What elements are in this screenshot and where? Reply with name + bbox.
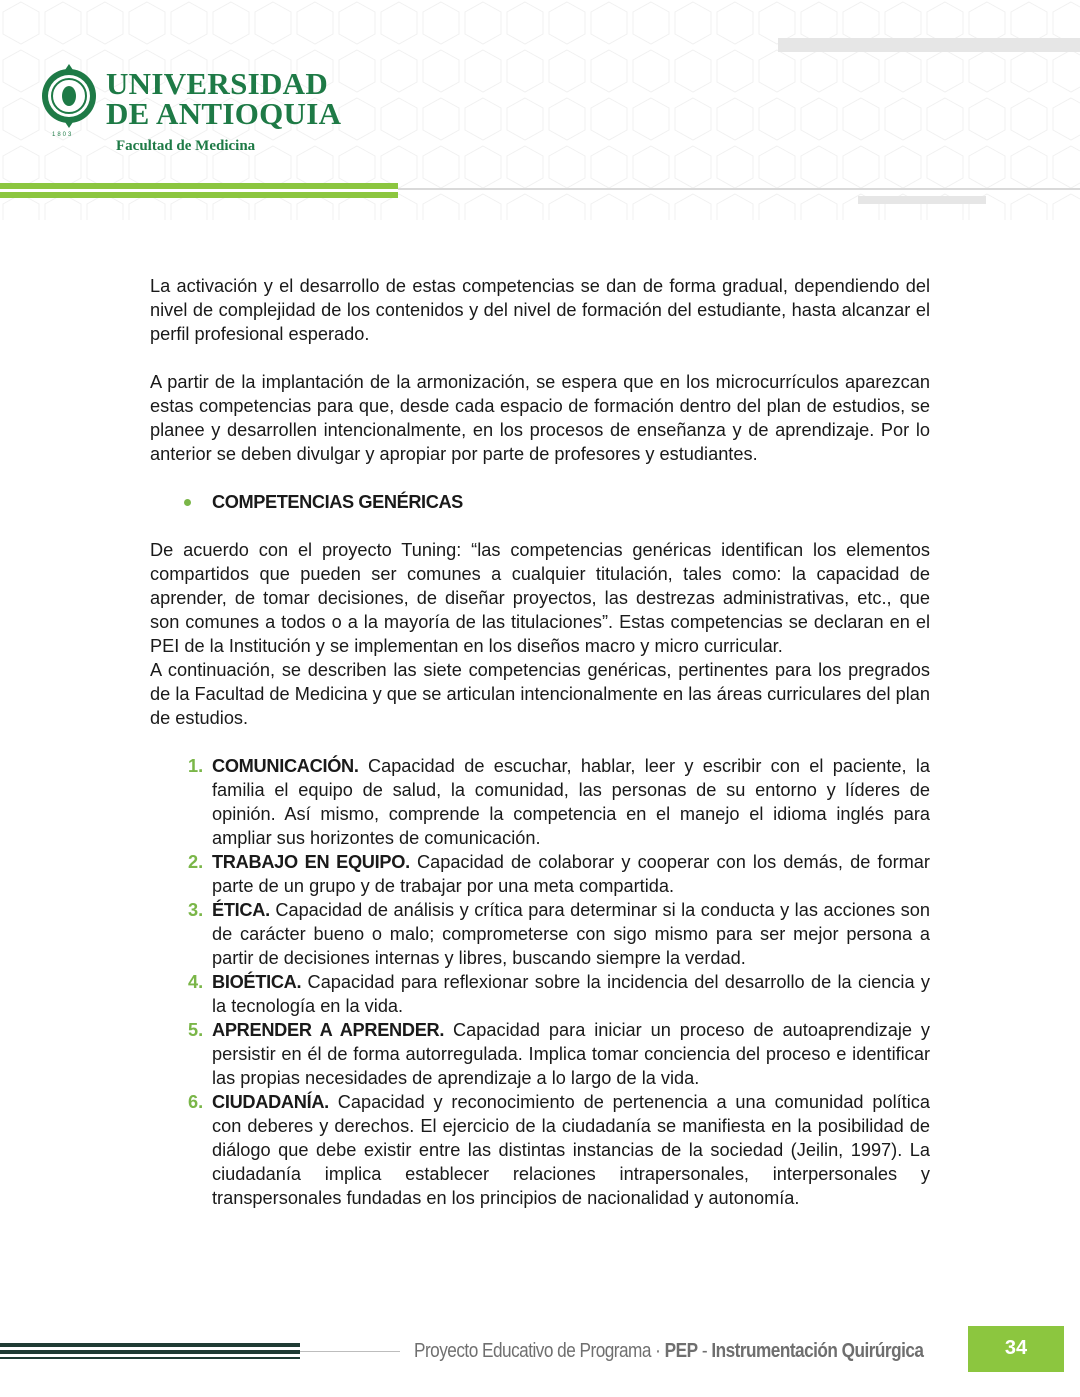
competency-description: Capacidad de escuchar, hablar, leer y escribir con el paciente, la familia el equipo de salud, la comunidad, las personas de su entorno y líderes de opinión. Así mismo, comprende la competencia en el manejo el idioma inglés para ampliar sus horizontes de comunicación.	[212, 756, 930, 848]
competency-term: BIOÉTICA.	[212, 972, 302, 992]
footer-dark-stripe	[0, 1357, 300, 1359]
header-grey-bar	[778, 38, 1080, 52]
founding-year: 1803	[52, 132, 74, 138]
footer-program: Instrumentación Quirúrgica	[711, 1340, 924, 1362]
list-number: 2.	[188, 852, 204, 872]
bullet-icon	[184, 499, 191, 506]
competency-description: Capacidad de análisis y crítica para determinar si la conducta y las acciones son de carácter bueno o malo; comprometerse con sigo mismo para ser mejor persona a partir de decisiones internas y libres, buscando siempre la verdad.	[212, 900, 930, 968]
list-number: 4.	[188, 972, 204, 992]
list-number: 1.	[188, 756, 204, 776]
header-grey-line	[398, 188, 1080, 190]
competency-description: Capacidad de colaborar y cooperar con los demás, de formar parte de un grupo y de trabajar por una meta compartida.	[212, 852, 930, 896]
section-heading: COMPETENCIAS GENÉRICAS	[212, 492, 463, 512]
university-seal-icon	[40, 62, 98, 136]
competency-description: Capacidad para reflexionar sobre la incidencia del desarrollo de la ciencia y la tecnología en la vida.	[212, 972, 930, 1016]
section-heading-bullet	[150, 490, 930, 514]
competency-term: COMUNICACIÓN.	[212, 756, 359, 776]
list-item	[150, 850, 930, 898]
paragraph: A partir de la implantación de la armonización, se espera que en los microcurrículos aparezcan estas competencias para que, desde cada espacio de formación dentro del plan de estudios, se planee y desarrollen intencionalmente, en los procesos de enseñanza y de aprendizaje. Por lo anterior se deben divulgar y apropiar por parte de profesores y estudiantes.	[150, 372, 930, 464]
competency-term: CIUDADANÍA.	[212, 1092, 329, 1112]
faculty-name: Facultad de Medicina	[116, 138, 256, 154]
footer-pep: PEP	[664, 1340, 698, 1362]
list-item	[150, 970, 930, 1018]
list-item	[150, 898, 930, 970]
paragraph: De acuerdo con el proyecto Tuning: “las competencias genéricas identifican los elementos compartidos que pueden ser comunes a cualquier titulación, tales como: la capacidad de aprender, de tomar decisiones, de diseñar proyectos, las destrezas administrativas, etc., que son comunes a todos o a la mayoría de las titulaciones”. Estas competencias se declaran en el PEI de la Institución y se implementan en los diseños macro y micro curricular.	[150, 540, 930, 656]
header-green-stripe	[0, 183, 398, 189]
university-logo	[40, 62, 370, 162]
list-number: 6.	[188, 1092, 204, 1112]
footer-dark-stripe	[0, 1350, 300, 1354]
competency-term: APRENDER A APRENDER.	[212, 1020, 445, 1040]
footer-dark-stripe	[0, 1343, 300, 1347]
competency-term: ÉTICA.	[212, 900, 270, 920]
list-item	[150, 754, 930, 850]
competencies-list	[150, 754, 930, 1210]
footer-separator: -	[701, 1340, 708, 1362]
paragraph: La activación y el desarrollo de estas competencias se dan de forma gradual, dependiendo del nivel de complejidad de los contenidos y del nivel de formación del estudiante, hasta alcanzar el perfil profesional esperado.	[150, 276, 930, 344]
document-body	[150, 274, 930, 1210]
list-number: 5.	[188, 1020, 204, 1040]
footer-title: Proyecto Educativo de Programa ·	[414, 1340, 661, 1362]
header-grey-tab	[858, 196, 986, 204]
footer-grey-line	[300, 1351, 400, 1352]
list-number: 3.	[188, 900, 204, 920]
page-number: 34	[968, 1326, 1064, 1372]
paragraph: A continuación, se describen las siete competencias genéricas, pertinentes para los pregrados de la Facultad de Medicina y que se articulan intencionalmente en las áreas curriculares del plan de estudios.	[150, 660, 930, 728]
competency-description: Capacidad y reconocimiento de pertenencia a una comunidad política con deberes y derechos. El ejercicio de la ciudadanía se manifiesta en la posibilidad de diálogo que debe existir entre las distintas instancias de la sociedad (Jeilin, 1997). La ciudadanía implica establecer relaciones intrapersonales, interpersonales y transpersonales fundadas en los principios de nacionalidad y autonomía.	[212, 1092, 930, 1208]
list-item	[150, 1018, 930, 1090]
list-item	[150, 1090, 930, 1210]
university-name-line1: UNIVERSIDAD	[106, 66, 329, 101]
competency-term: TRABAJO EN EQUIPO.	[212, 852, 410, 872]
university-name-line2: DE ANTIOQUIA	[106, 96, 342, 131]
header-green-stripe	[0, 192, 398, 198]
competency-description: Capacidad para iniciar un proceso de autoaprendizaje y persistir en él de forma autorregulada. Implica tomar conciencia del proceso e identificar las propias necesidades de aprendizaje a lo largo de la vida.	[212, 1020, 930, 1088]
footer-document-title	[414, 1340, 923, 1363]
